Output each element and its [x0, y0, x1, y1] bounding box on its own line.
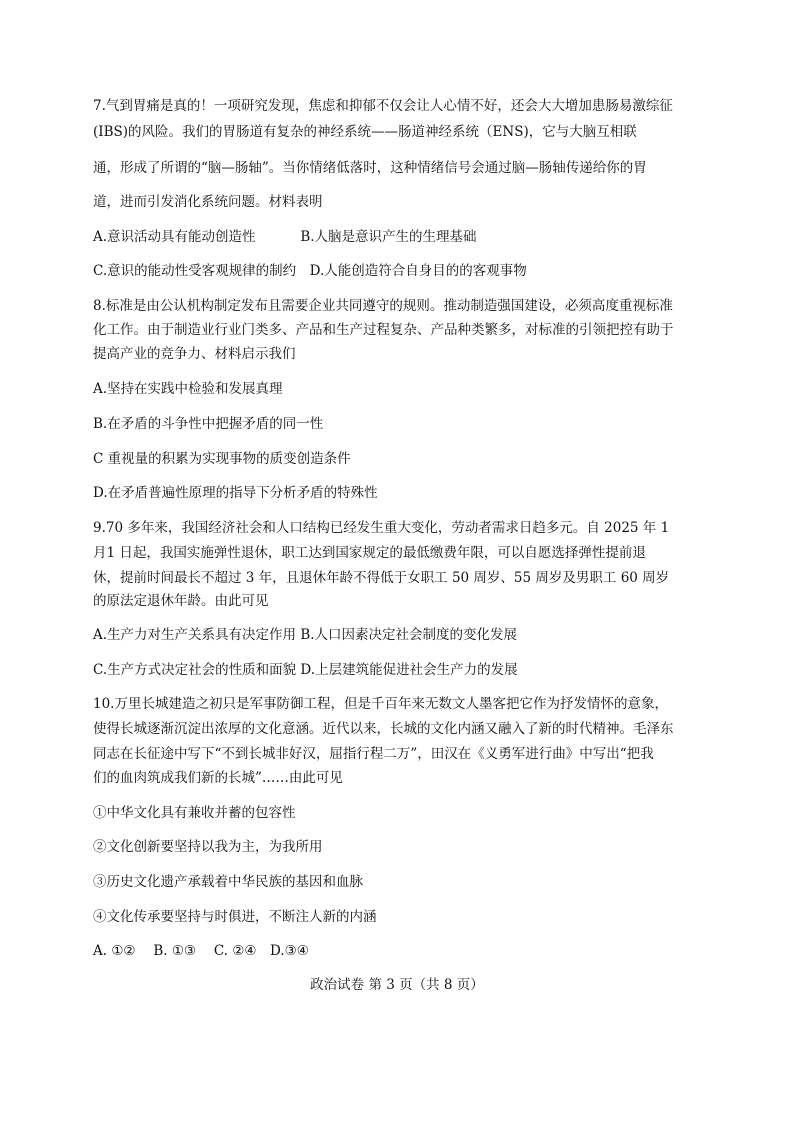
q10-stem-line-2: 使得长城逐渐沉淀出浓厚的文化意涵。近代以来，长城的文化内涵又融入了新的时代精神。毛泽东 — [93, 721, 674, 737]
q10-options: A. ①② B. ①③ C. ②④ D.③④ — [93, 943, 309, 959]
q9-option-ab: A.生产力对生产关系具有决定作用 B.人口因素决定社会制度的变化发展 — [93, 627, 518, 643]
q10-statement-1: ①中华文化具有兼收并蓄的包容性 — [93, 805, 296, 821]
q10-statement-3: ③历史文化遗产承载着中华民族的基因和血脉 — [93, 874, 363, 890]
q8-stem-line-2: 化工作。由于制造业行业门类多、产品和生产过程复杂、产品种类繁多，对标准的引领把控有助于 — [93, 322, 674, 338]
q10-stem-line-3: 同志在长征途中写下“不到长城非好汉，屈指行程二万”，田汉在《义勇军进行曲》中写出“把我 — [93, 746, 654, 762]
q9-stem-line-2: 月1 日起，我国实施弹性退休，职工达到国家规定的最低缴费年限，可以自愿选择弹性提前退 — [93, 545, 646, 561]
q7-option-cd: C.意识的能动性受客观规律的制约 D.人能创造符合自身目的的客观事物 — [93, 263, 527, 279]
q7-option-ab: A.意识活动具有能动创造性 B.人脑是意识产生的生理基础 — [93, 229, 477, 245]
q10-stem-line-4: 们的血肉筑成我们新的长城”……由此可见 — [93, 770, 343, 786]
q9-stem-line-4: 的原法定退休年龄。由此可见 — [93, 593, 269, 609]
q9-stem-line-1: 9.70 多年来，我国经济社会和人口结构已经发生重大变化，劳动者需求日趋多元。自 2025 年 1 — [93, 520, 670, 536]
q8-option-a: A.坚持在实践中检验和发展真理 — [93, 381, 283, 397]
q8-stem-line-3: 提高产业的竞争力、材料启示我们 — [93, 346, 296, 362]
q8-option-b: B.在矛盾的斗争性中把握矛盾的同一性 — [93, 416, 324, 432]
q9-option-cd: C.生产方式决定社会的性质和面貌 D.上层建筑能促进社会生产力的发展 — [93, 662, 518, 678]
q8-option-d: D.在矛盾普遍性原理的指导下分析矛盾的特殊性 — [93, 485, 378, 501]
q7-stem-line-3: 通，形成了所谓的“脑—肠轴”。当你情绪低落时，这种情绪信号会通过脑—肠轴传递给你的胃 — [93, 160, 647, 176]
q10-stem-line-1: 10.万里长城建造之初只是军事防御工程，但是千百年来无数文人墨客把它作为抒发情怀的意象， — [93, 696, 668, 712]
q10-statement-4: ④文化传承要坚持与时俱进，不断注人新的内涵 — [93, 909, 377, 925]
q8-stem-line-1: 8.标准是由公认机构制定发布且需要企业共同遵守的规则。推动制造强国建设，必须高度重视标准 — [93, 298, 673, 314]
q9-stem-line-3: 休，提前时间最长不超过 3 年，且退休年龄不得低于女职工 50 周岁、55 周岁及男职工 60 周岁 — [93, 570, 670, 586]
q7-stem-line-4: 道，进而引发消化系统问题。材料表明 — [93, 194, 323, 210]
q8-option-c: C 重视量的积累为实现事物的质变创造条件 — [93, 451, 351, 467]
q7-stem-line-2: (IBS)的风险。我们的胃肠道有复杂的神经系统——肠道神经系统（ENS)，它与大脑互相联 — [93, 124, 637, 140]
q7-stem-line-1: 7.气到胃痛是真的！一项研究发现，焦虑和抑郁不仅会让人心情不好，还会大大增加患肠易激综征 — [93, 98, 673, 114]
page-footer: 政治试卷 第 3 页（共 8 页） — [310, 977, 484, 993]
q10-statement-2: ②文化创新要坚持以我为主，为我所用 — [93, 839, 323, 855]
